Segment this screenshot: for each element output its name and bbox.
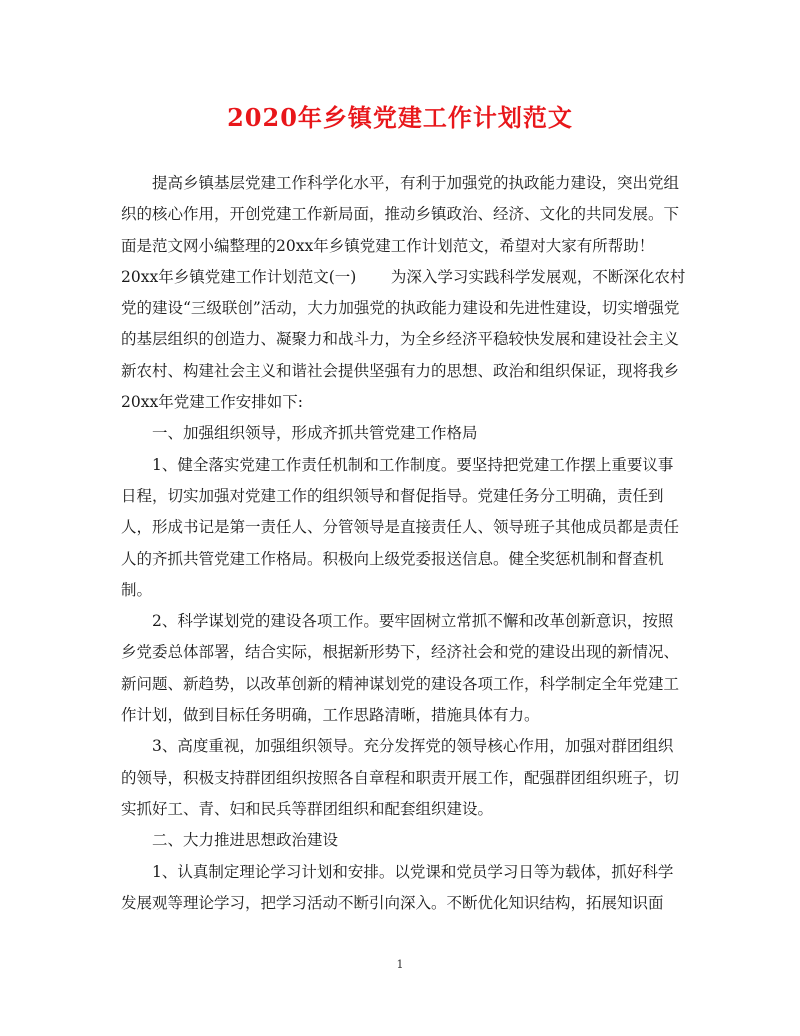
section-lead: 为深入学习实践科学发展观，不断深化农村党的建设“三级联创”活动，大力加强党的执政能力建设和先进性建设，切实增强党的基层组织的创造力、凝聚力和战斗力，为全乡经济平稳较快发展和建设社会主义新农村、构建社会主义和谐社会提供坚强有力的思想、政治和组织保证，现将我乡20xx年党建工作安排如下: xyxy=(121,267,686,412)
section-paragraph xyxy=(121,262,687,418)
item-2-1: 1、认真制定理论学习计划和安排。以党课和党员学习日等为载体，抓好科学发展观等理论学习，把学习活动不断引向深入。不断优化知识结构，拓展知识面 xyxy=(121,862,674,912)
page-number: 1 xyxy=(396,958,404,971)
heading-1: 一、加强组织领导，形成齐抓共管党建工作格局 xyxy=(152,424,478,443)
section-title: 20xx年乡镇党建工作计划范文(一) xyxy=(121,267,357,286)
document-body xyxy=(121,168,687,919)
document-title: 2020年乡镇党建工作计划范文 xyxy=(227,103,573,132)
item-1-2: 2、科学谋划党的建设各项工作。要牢固树立常抓不懈和改革创新意识，按照乡党委总体部署，结合实际，根据新形势下，经济社会和党的建设出现的新情况、新问题、新趋势，以改革创新的精神谋划党的建设各项工作，科学制定全年党建工作计划，做到目标任务明确，工作思路清晰，措施具体有力。 xyxy=(121,612,680,725)
section-gap xyxy=(356,268,391,286)
heading-2: 二、大力推进思想政治建设 xyxy=(152,831,339,850)
intro-paragraph: 提高乡镇基层党建工作科学化水平，有利于加强党的执政能力建设，突出党组织的核心作用，开创党建工作新局面，推动乡镇政治、经济、文化的共同发展。下面是范文网小编整理的20xx年乡镇党建工作计划范文，希望对大家有所帮助！ xyxy=(121,174,680,255)
item-1-3: 3、高度重视，加强组织领导。充分发挥党的领导核心作用，加强对群团组织的领导，积极支持群团组织按照各自章程和职责开展工作，配强群团组织班子，切实抓好工、青、妇和民兵等群团组织和配套组织建设。 xyxy=(121,737,680,818)
item-1-1: 1、健全落实党建工作责任机制和工作制度。要坚持把党建工作摆上重要议事日程，切实加强对党建工作的组织领导和督促指导。党建任务分工明确，责任到人，形成书记是第一责任人、分管领导是直接责任人、领导班子其他成员都是责任人的齐抓共管党建工作格局。积极向上级党委报送信息。健全奖惩机制和督查机制。 xyxy=(121,455,680,599)
